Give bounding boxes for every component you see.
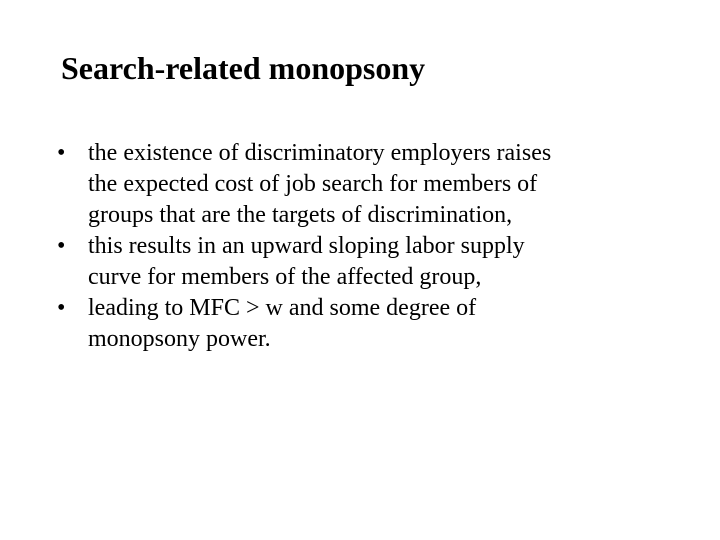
slide-title: Search-related monopsony	[61, 50, 426, 86]
bullet-text-line: the expected cost of job search for members of	[88, 171, 538, 197]
bullet-text-line: curve for members of the affected group,	[88, 264, 482, 290]
bullet-icon: •	[57, 233, 66, 259]
bullet-list	[57, 138, 677, 355]
bullet-item	[57, 293, 677, 355]
bullet-text-line: this results in an upward sloping labor supply	[88, 233, 525, 259]
bullet-text-line: leading to MFC > w and some degree of	[88, 295, 477, 321]
bullet-icon: •	[57, 140, 66, 166]
bullet-icon: •	[57, 295, 66, 321]
bullet-text-line: groups that are the targets of discrimination,	[88, 202, 513, 228]
bullet-item	[57, 231, 677, 293]
bullet-text-line: the existence of discriminatory employers raises	[88, 140, 552, 166]
bullet-item	[57, 138, 677, 231]
bullet-text-line: monopsony power.	[88, 326, 271, 352]
